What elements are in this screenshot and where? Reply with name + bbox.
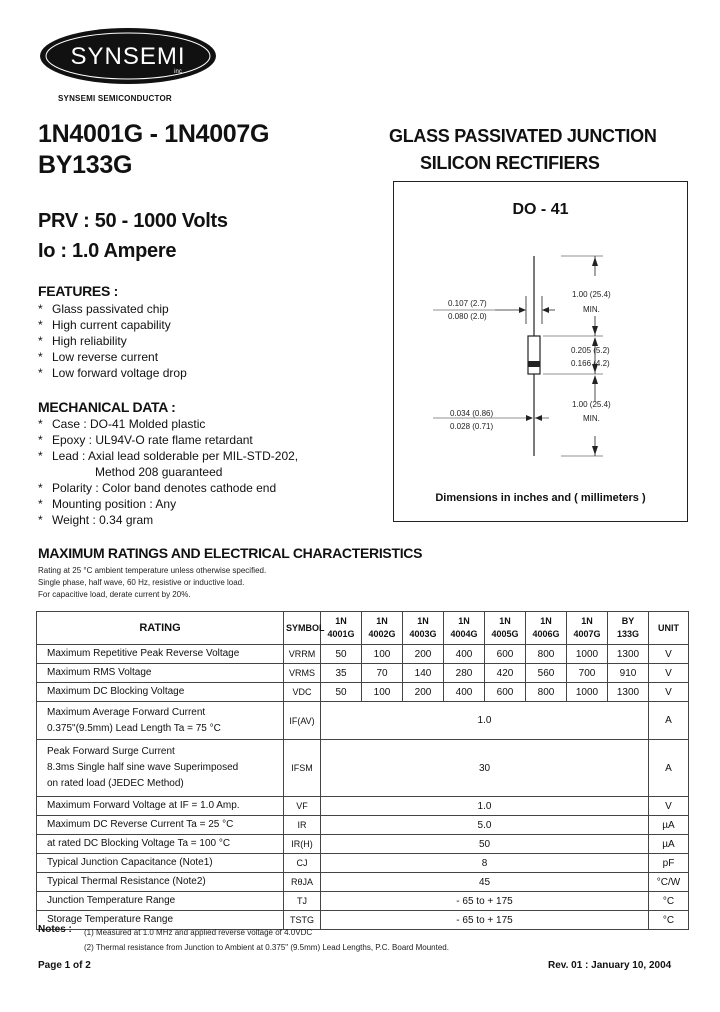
rating-unit: µA xyxy=(649,835,689,854)
header-part: 1N 4005G xyxy=(485,612,526,645)
rating-description: Peak Forward Surge Current 8.3ms Single half sine wave Superimposed on rated load (JEDEC Method) xyxy=(37,740,284,797)
rating-description: Junction Temperature Range xyxy=(37,892,284,911)
part-number-by133g: BY133G xyxy=(38,151,133,179)
rating-symbol: IFSM xyxy=(284,740,321,797)
part-number-range: 1N4001G - 1N4007G xyxy=(38,120,270,148)
company-caption: SYNSEMI SEMICONDUCTOR xyxy=(58,94,172,103)
header-part: 1N 4001G xyxy=(321,612,362,645)
rating-value: 600 xyxy=(485,645,526,664)
rating-value: 100 xyxy=(362,645,403,664)
rating-unit: °C/W xyxy=(649,873,689,892)
rating-value: 600 xyxy=(485,683,526,702)
rating-value: 1300 xyxy=(608,645,649,664)
revision-date: Rev. 01 : January 10, 2004 xyxy=(548,960,672,971)
rating-unit: °C xyxy=(649,911,689,930)
rating-value: 200 xyxy=(403,683,444,702)
rating-description: Maximum DC Blocking Voltage xyxy=(37,683,284,702)
header-part: 1N 4004G xyxy=(444,612,485,645)
table-row xyxy=(37,683,689,702)
rating-unit: A xyxy=(649,740,689,797)
mechanical-heading: MECHANICAL DATA : xyxy=(38,399,176,415)
rating-value: 1300 xyxy=(608,683,649,702)
feature-item: * Low reverse current xyxy=(38,350,159,364)
table-row xyxy=(37,645,689,664)
rating-symbol: VRMS xyxy=(284,664,321,683)
rating-symbol: VRRM xyxy=(284,645,321,664)
diode-drawing xyxy=(393,181,688,522)
rating-value: - 65 to + 175 xyxy=(321,892,649,911)
table-row xyxy=(37,835,689,854)
features-list xyxy=(38,301,187,381)
rating-value: 280 xyxy=(444,664,485,683)
rating-value: 700 xyxy=(567,664,608,683)
mechanical-item: * Case : DO-41 Molded plastic xyxy=(38,417,206,431)
rating-value: 800 xyxy=(526,645,567,664)
feature-item: * Glass passivated chip xyxy=(38,302,169,316)
header-symbol: SYMBOL xyxy=(284,612,321,645)
rating-description: Maximum Repetitive Peak Reverse Voltage xyxy=(37,645,284,664)
rating-unit: A xyxy=(649,702,689,740)
rating-symbol: IR(H) xyxy=(284,835,321,854)
rating-description: Maximum Forward Voltage at IF = 1.0 Amp. xyxy=(37,797,284,816)
page-number: Page 1 of 2 xyxy=(38,960,91,971)
rating-value: 8 xyxy=(321,854,649,873)
rating-symbol: VF xyxy=(284,797,321,816)
rating-unit: V xyxy=(649,645,689,664)
body-diameter-min: 0.080 (2.0) xyxy=(448,312,487,321)
feature-item: * High reliability xyxy=(38,334,127,348)
table-row xyxy=(37,702,689,740)
rating-symbol: IF(AV) xyxy=(284,702,321,740)
table-row xyxy=(37,797,689,816)
rating-value: 70 xyxy=(362,664,403,683)
lead-length-top: 1.00 (25.4) xyxy=(572,290,611,299)
rating-unit: V xyxy=(649,797,689,816)
header-part: 1N 4002G xyxy=(362,612,403,645)
rating-unit: V xyxy=(649,664,689,683)
ratings-table xyxy=(36,611,689,930)
body-diameter-max: 0.107 (2.7) xyxy=(448,299,487,308)
rating-value: - 65 to + 175 xyxy=(321,911,649,930)
header-part: 1N 4006G xyxy=(526,612,567,645)
rating-value: 560 xyxy=(526,664,567,683)
mechanical-list xyxy=(38,416,298,528)
rating-value: 200 xyxy=(403,645,444,664)
logo-text: SYNSEMI xyxy=(70,43,186,70)
rating-value: 30 xyxy=(321,740,649,797)
mechanical-item-cont: Method 208 guaranteed xyxy=(95,465,223,479)
rating-description: at rated DC Blocking Voltage Ta = 100 °C xyxy=(37,835,284,854)
body-length-min: 0.166 (4.2) xyxy=(571,359,610,368)
rating-unit: µA xyxy=(649,816,689,835)
rating-description: Storage Temperature Range xyxy=(37,911,284,930)
rating-unit: pF xyxy=(649,854,689,873)
package-name: DO - 41 xyxy=(512,201,569,218)
table-row xyxy=(37,892,689,911)
header-part: BY 133G xyxy=(608,612,649,645)
rating-description: Maximum RMS Voltage xyxy=(37,664,284,683)
header-unit: UNIT xyxy=(649,612,689,645)
rating-symbol: IR xyxy=(284,816,321,835)
lead-diameter-max: 0.034 (0.86) xyxy=(450,409,494,418)
rating-value: 800 xyxy=(526,683,567,702)
company-logo xyxy=(38,26,218,86)
rating-value: 35 xyxy=(321,664,362,683)
header-part: 1N 4003G xyxy=(403,612,444,645)
mechanical-item: * Weight : 0.34 gram xyxy=(38,513,154,527)
rating-value: 5.0 xyxy=(321,816,649,835)
lead-length-top-min: MIN. xyxy=(583,305,600,314)
header-rating: RATING xyxy=(37,612,284,645)
feature-item: * Low forward voltage drop xyxy=(38,366,187,380)
mechanical-item: * Mounting position : Any xyxy=(38,497,177,511)
rating-value: 1.0 xyxy=(321,797,649,816)
rating-value: 1000 xyxy=(567,683,608,702)
io-spec: Io : 1.0 Ampere xyxy=(38,240,177,262)
rating-value: 400 xyxy=(444,645,485,664)
notes-list xyxy=(84,925,449,955)
body-length-max: 0.205 (5.2) xyxy=(571,346,610,355)
rating-symbol: CJ xyxy=(284,854,321,873)
features-heading: FEATURES : xyxy=(38,283,118,299)
rating-unit: °C xyxy=(649,892,689,911)
mechanical-item: * Epoxy : UL94V-O rate flame retardant xyxy=(38,433,253,447)
rating-value: 50 xyxy=(321,645,362,664)
rating-unit: V xyxy=(649,683,689,702)
notes-label: Notes : xyxy=(38,924,72,935)
rating-value: 45 xyxy=(321,873,649,892)
table-row xyxy=(37,664,689,683)
logo-sub: inc xyxy=(174,69,182,75)
rating-description: Maximum Average Forward Current 0.375"(9.5mm) Lead Length Ta = 75 °C xyxy=(37,702,284,740)
rating-value: 50 xyxy=(321,835,649,854)
rating-description: Typical Thermal Resistance (Note2) xyxy=(37,873,284,892)
rating-value: 420 xyxy=(485,664,526,683)
title-line-2: SILICON RECTIFIERS xyxy=(420,153,600,173)
header-part: 1N 4007G xyxy=(567,612,608,645)
rating-value: 910 xyxy=(608,664,649,683)
lead-length-bottom-min: MIN. xyxy=(583,414,600,423)
table-row xyxy=(37,873,689,892)
feature-item: * High current capability xyxy=(38,318,171,332)
rating-value: 140 xyxy=(403,664,444,683)
rating-description: Maximum DC Reverse Current Ta = 25 °C xyxy=(37,816,284,835)
dimensions-note: Dimensions in inches and ( millimeters ) xyxy=(435,492,646,504)
note-item: (1) Measured at 1.0 MHz and applied reverse voltage of 4.0VDC xyxy=(84,928,313,937)
mechanical-item: * Polarity : Color band denotes cathode end xyxy=(38,481,277,495)
rating-value: 100 xyxy=(362,683,403,702)
rating-symbol: RθJA xyxy=(284,873,321,892)
table-row xyxy=(37,854,689,873)
lead-diameter-min: 0.028 (0.71) xyxy=(450,422,494,431)
note-item: (2) Thermal resistance from Junction to Ambient at 0.375" (9.5mm) Lead Lengths, P.C. Board Mounted. xyxy=(84,943,449,952)
table-row xyxy=(37,816,689,835)
rating-description: Typical Junction Capacitance (Note1) xyxy=(37,854,284,873)
rating-symbol: TSTG xyxy=(284,911,321,930)
rating-symbol: VDC xyxy=(284,683,321,702)
title-line-1: GLASS PASSIVATED JUNCTION xyxy=(389,126,657,146)
rating-conditions: Rating at 25 °C ambient temperature unless otherwise specified. Single phase, half wave, 60 Hz, resistive or inductive load. For capacitive load, derate current by 20%. xyxy=(38,566,267,599)
rating-symbol: TJ xyxy=(284,892,321,911)
mechanical-item: * Lead : Axial lead solderable per MIL-STD-202, xyxy=(38,449,299,463)
prv-spec: PRV : 50 - 1000 Volts xyxy=(38,210,228,232)
rating-value: 400 xyxy=(444,683,485,702)
table-header-row xyxy=(37,612,689,645)
ratings-heading: MAXIMUM RATINGS AND ELECTRICAL CHARACTERISTICS xyxy=(38,545,423,561)
lead-length-bottom: 1.00 (25.4) xyxy=(572,400,611,409)
rating-value: 1.0 xyxy=(321,702,649,740)
table-row xyxy=(37,740,689,797)
rating-value: 1000 xyxy=(567,645,608,664)
rating-value: 50 xyxy=(321,683,362,702)
